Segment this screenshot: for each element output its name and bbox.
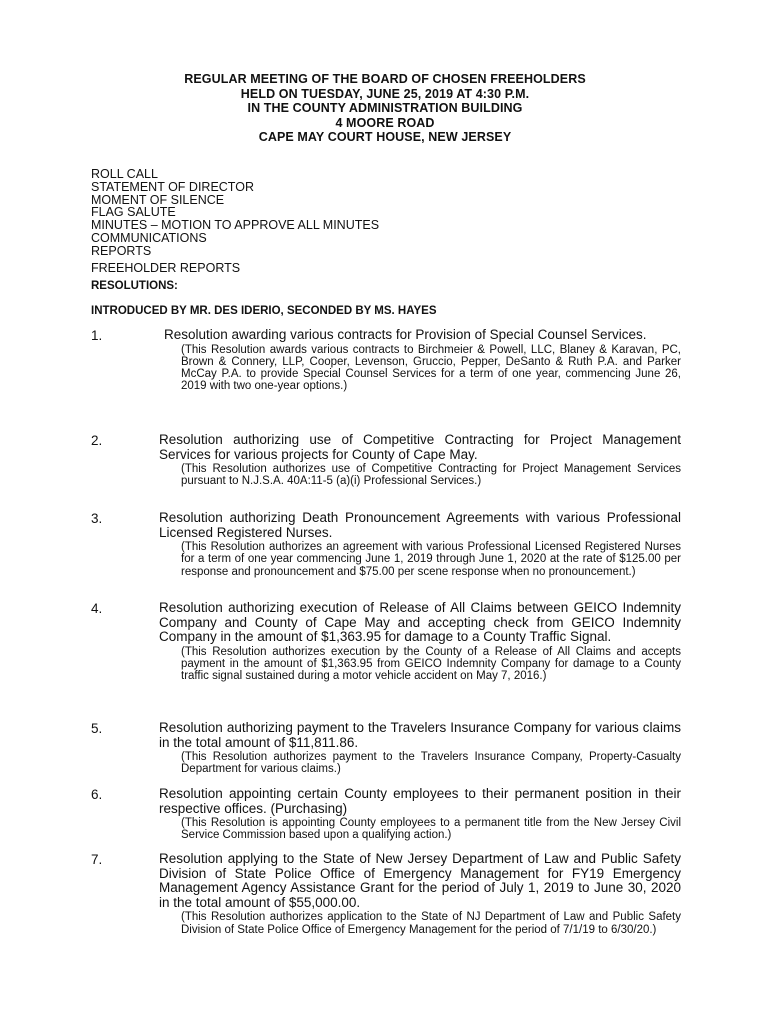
resolution-item [91, 852, 681, 936]
agenda-item: STATEMENT OF DIRECTOR [91, 179, 254, 194]
resolution-number: 3. [91, 511, 103, 526]
agenda-list [91, 168, 681, 274]
resolution-description: (This Resolution awards various contracts to Birchmeier & Powell, LLC, Blaney & Karavan, PC, Brown & Connery, LLP, Cooper, Levenson, Gruccio, Pepper, DeSanto & Ruth P.A. and Parker McCay P.A. to provide Special Counsel Services for a term of one year, commencing June 26, 2019 with two one-year options.) [181, 343, 681, 393]
resolution-title: Resolution authorizing payment to the Travelers Insurance Company for various claims in the total amount of $11,811.86. [159, 720, 681, 750]
agenda-item: COMMUNICATIONS [91, 230, 207, 245]
resolution-number: 4. [91, 601, 103, 616]
resolution-description: (This Resolution authorizes application to the State of NJ Department of Law and Public Safety Division of State Police Office of Emergency Management for the period of 7/1/19 to 6/30/20.) [181, 911, 681, 936]
resolution-number: 7. [91, 852, 103, 867]
header-line: HELD ON TUESDAY, JUNE 25, 2019 AT 4:30 P.M. [240, 86, 530, 101]
agenda-item: MOMENT OF SILENCE [91, 192, 225, 207]
meeting-header [0, 72, 770, 145]
resolution-title: Resolution appointing certain County employees to their permanent position in their respective offices. (Purchasing) [159, 786, 681, 816]
resolution-item [91, 787, 681, 842]
resolution-title: Resolution authorizing execution of Release of All Claims between GEICO Indemnity Company and County of Cape May and accepting check from GEICO Indemnity Company in the amount of $1,363.95 for damage to a County Traffic Signal. [159, 600, 681, 645]
resolution-title: Resolution authorizing Death Pronouncement Agreements with various Professional Licensed Registered Nurses. [159, 510, 681, 540]
header-line: 4 MOORE ROAD [335, 115, 435, 130]
resolution-item [91, 328, 681, 393]
resolution-title: Resolution applying to the State of New Jersey Department of Law and Public Safety Division of State Police Office of Emergency Management for FY19 Emergency Management Agency Assistance Grant for the period of July 1, 2019 to June 30, 2020 in the total amount of $55,000.00. [159, 851, 681, 910]
resolution-title: Resolution authorizing use of Competitive Contracting for Project Management Services for various projects for County of Cape May. [159, 432, 681, 462]
resolution-description: (This Resolution authorizes execution by the County of a Release of All Claims and accepts payment in the amount of $1,363.95 from GEICO Indemnity Company for damage to a County traffic signal sustained during a motor vehicle accident on May 7, 2016.) [181, 645, 681, 683]
resolution-item [91, 721, 681, 776]
resolution-description: (This Resolution is appointing County employees to a permanent title from the New Jersey Civil Service Commission based upon a qualifying action.) [181, 817, 681, 842]
agenda-item: ROLL CALL [91, 167, 158, 181]
resolution-item [91, 601, 681, 683]
resolution-number: 1. [91, 328, 103, 343]
resolution-number: 5. [91, 721, 103, 736]
header-line: IN THE COUNTY ADMINISTRATION BUILDING [247, 101, 523, 116]
agenda-item: FREEHOLDER REPORTS [91, 260, 241, 275]
resolution-description: (This Resolution authorizes payment to the Travelers Insurance Company, Property-Casualty Department for various claims.) [181, 751, 681, 776]
resolution-description: (This Resolution authorizes an agreement with various Professional Licensed Registered Nurses for a term of one year commencing June 1, 2019 through June 1, 2020 at the rate of $125.00 per response and pronouncement and $75.00 per scene response when no pronouncement.) [181, 541, 681, 578]
agenda-item: REPORTS [91, 243, 152, 258]
resolution-description: (This Resolution authorizes use of Competitive Contracting for Project Management Services pursuant to N.J.S.A. 40A:11-5 (a)(i) Professional Services.) [181, 463, 681, 488]
agenda-item: FLAG SALUTE [91, 205, 176, 220]
agenda-item: MINUTES – MOTION TO APPROVE ALL MINUTES [91, 218, 380, 233]
resolutions-heading: RESOLUTIONS: [91, 280, 178, 292]
header-line: REGULAR MEETING OF THE BOARD OF CHOSEN FREEHOLDERS [184, 72, 586, 86]
resolution-item [91, 433, 681, 488]
introduced-by-line: INTRODUCED BY MR. DES IDERIO, SECONDED BY MS. HAYES [91, 305, 437, 317]
resolution-number: 6. [91, 787, 103, 802]
resolution-item [91, 511, 681, 578]
header-line: CAPE MAY COURT HOUSE, NEW JERSEY [258, 130, 512, 145]
resolution-title: Resolution awarding various contracts for Provision of Special Counsel Services. [164, 327, 647, 342]
resolution-number: 2. [91, 433, 103, 448]
